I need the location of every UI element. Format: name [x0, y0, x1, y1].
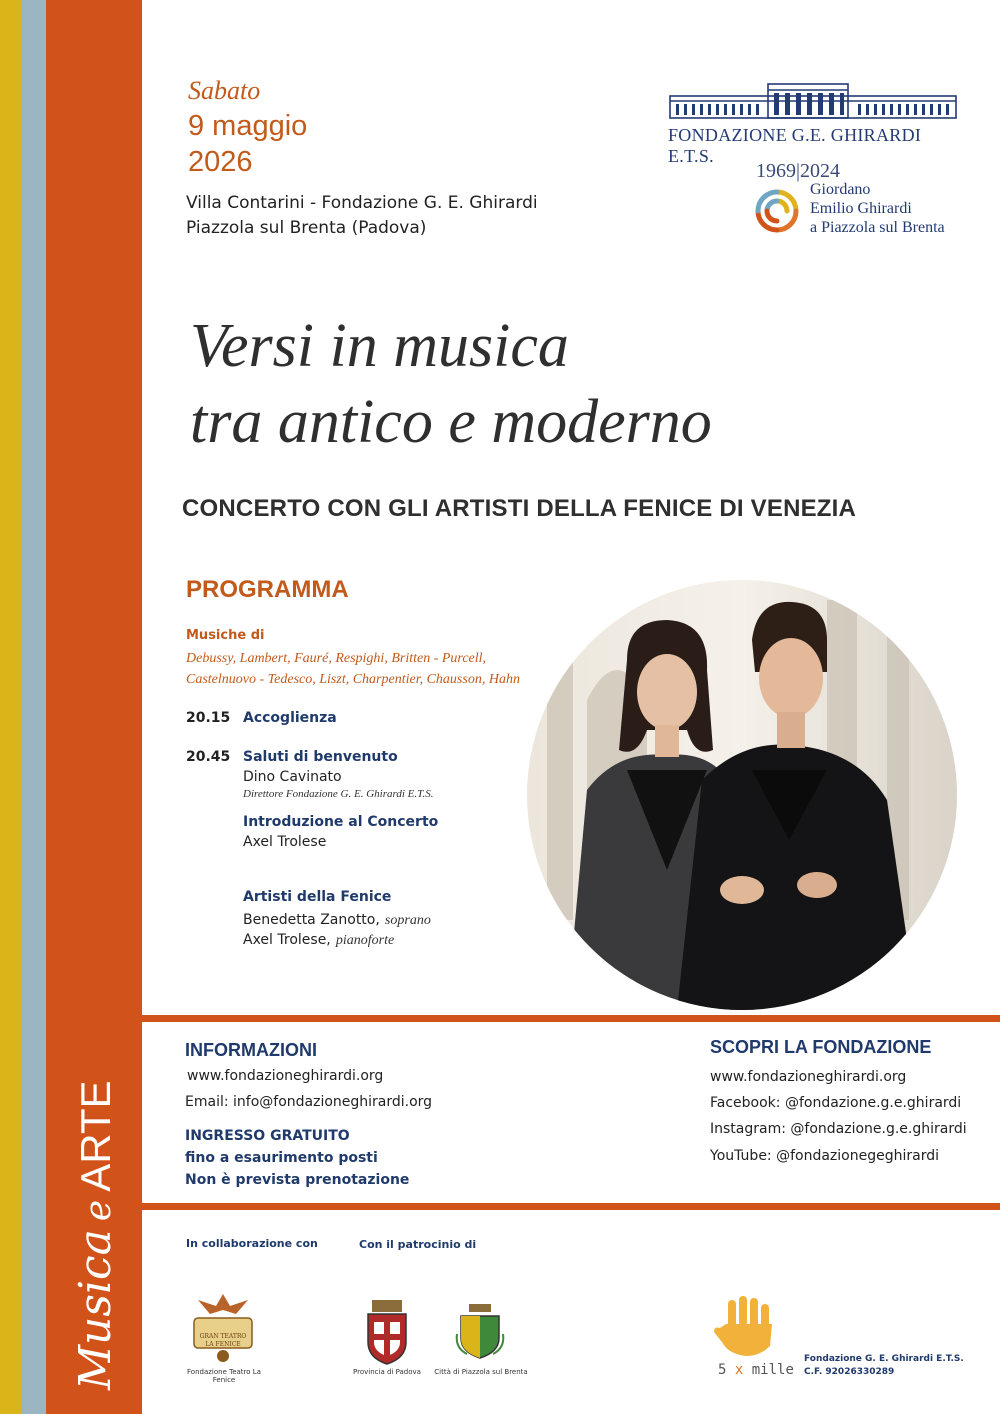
discover-facebook[interactable]: Facebook: @fondazione.g.e.ghirardi [710, 1095, 962, 1111]
foundation-name: FONDAZIONE G.E. GHIRARDI E.T.S. [668, 125, 922, 166]
item1-title: Accoglienza [243, 710, 337, 726]
discover-heading: SCOPRI LA FONDAZIONE [710, 1037, 932, 1057]
discover-website[interactable]: www.fondazioneghirardi.org [710, 1069, 907, 1085]
event-venue [186, 191, 538, 241]
villa-logo [668, 82, 958, 122]
item1-time: 20.15 [186, 710, 231, 726]
item4-title: Artisti della Fenice [243, 889, 392, 905]
five-x-mille [718, 1362, 794, 1378]
event-year: 2026 [188, 146, 253, 178]
fenice-caption: Fondazione Teatro La Fenice [187, 1368, 261, 1384]
collab-label: In collaborazione con [186, 1237, 318, 1250]
anniversary-name [810, 180, 945, 237]
item4-role-1: soprano [384, 913, 431, 928]
hand-icon [712, 1296, 784, 1358]
anniversary-line-3: a Piazzola sul Brenta [810, 219, 945, 236]
stripe-yellow [0, 0, 22, 1414]
swirl-icon [750, 186, 804, 236]
piazzola-caption: Città di Piazzola sul Brenta [434, 1368, 528, 1376]
item2-title: Saluti di benvenuto [243, 749, 398, 765]
title-line-2: tra antico e moderno [190, 388, 712, 456]
padova-caption: Provincia di Padova [353, 1368, 421, 1376]
free-entry [185, 1125, 409, 1191]
free-entry-line-2: fino a esaurimento posti [185, 1150, 378, 1166]
venue-line-2: Piazzola sul Brenta (Padova) [186, 218, 427, 238]
event-date-block [188, 108, 307, 180]
program-heading: PROGRAMMA [186, 576, 349, 603]
event-subtitle: CONCERTO CON GLI ARTISTI DELLA FENICE DI VENEZIA [182, 495, 857, 522]
item3-title: Introduzione al Concerto [243, 814, 439, 830]
item2-time: 20.45 [186, 749, 231, 765]
sidebar-arte: ARTE [72, 1080, 119, 1192]
item4-artist-1 [243, 909, 431, 929]
anniversary-line-1: Giordano [810, 181, 871, 198]
five-x-mille-foundation: Fondazione G. E. Ghirardi E.T.S. [804, 1354, 964, 1364]
composers-list [186, 648, 546, 690]
five-x-mille-cf: C.F. 92026330289 [804, 1367, 895, 1377]
item4-person-1: Benedetta Zanotto, [243, 912, 380, 928]
discover-youtube[interactable]: YouTube: @fondazionegeghirardi [710, 1148, 939, 1164]
item4-artist-2 [243, 929, 394, 949]
patron-label: Con il patrocinio di [359, 1238, 477, 1251]
five-x-mille-five: 5 [718, 1362, 727, 1378]
fenice-logo [188, 1290, 258, 1366]
musiche-label: Musiche di [186, 628, 265, 643]
fenice-badge-text [194, 1333, 252, 1349]
anniversary-line-2: Emilio Ghirardi [810, 200, 912, 217]
item4-role-2: pianoforte [335, 933, 395, 948]
composers-line-2: Castelnuovo - Tedesco, Liszt, Charpentier, Chausson, Hahn [186, 672, 520, 687]
item2-person: Dino Cavinato [243, 769, 342, 785]
anniversary-years: 1969|2024 [756, 160, 841, 182]
sidebar-musica: Musica [70, 1229, 121, 1390]
info-email[interactable]: Email: info@fondazioneghirardi.org [185, 1094, 433, 1110]
info-heading: INFORMAZIONI [185, 1040, 317, 1060]
title-line-1: Versi in musica [190, 312, 569, 380]
item3-person: Axel Trolese [243, 834, 327, 850]
info-website[interactable]: www.fondazioneghirardi.org [187, 1068, 384, 1084]
divider-bottom [142, 1203, 1000, 1210]
stripe-blue [22, 0, 46, 1414]
composers-line-1: Debussy, Lambert, Fauré, Respighi, Britten - Purcell, [186, 651, 487, 666]
piazzola-coat-of-arms [455, 1304, 505, 1360]
item4-person-2: Axel Trolese, [243, 932, 331, 948]
event-day: Sabato [188, 76, 261, 105]
five-x-mille-x: x [734, 1362, 744, 1378]
fenice-badge-line-2: LA FENICE [205, 1341, 241, 1348]
sidebar-label [70, 1070, 121, 1390]
fenice-badge-line-1: GRAN TEATRO [199, 1333, 247, 1340]
free-entry-line-3: Non è prevista prenotazione [185, 1172, 410, 1188]
event-date: 9 maggio [188, 110, 308, 142]
five-x-mille-mille: mille [751, 1362, 794, 1378]
discover-instagram[interactable]: Instagram: @fondazione.g.e.ghirardi [710, 1121, 967, 1137]
padova-coat-of-arms [364, 1298, 410, 1366]
free-entry-line-1: INGRESSO GRATUITO [185, 1128, 350, 1144]
artists-photo [527, 580, 957, 1010]
venue-line-1: Villa Contarini - Fondazione G. E. Ghirardi [186, 193, 538, 213]
event-title [190, 308, 712, 460]
divider-top [142, 1015, 1000, 1022]
sidebar-e: e [78, 1199, 119, 1222]
item2-role: Direttore Fondazione G. E. Ghirardi E.T.S. [243, 788, 434, 800]
